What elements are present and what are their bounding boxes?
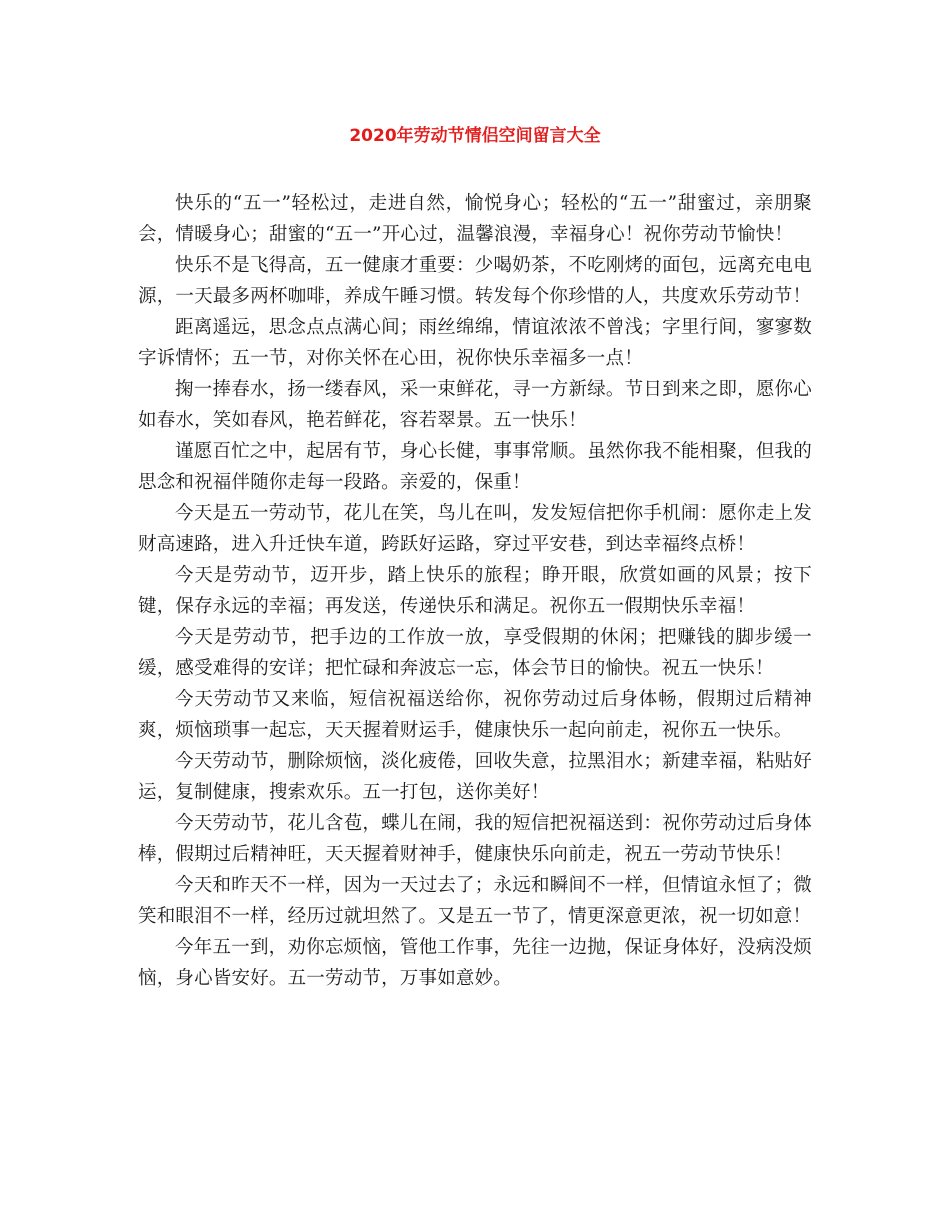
paragraph: 今天劳动节，删除烦恼，淡化疲倦，回收失意，拉黑泪水；新建幸福，粘贴好运，复制健康，搜索欢乐。五一打包，送你美好！ [138,751,812,803]
paragraph: 谨愿百忙之中，起居有节，身心长健，事事常顺。虽然你我不能相聚，但我的思念和祝福伴随你走每一段路。亲爱的，保重！ [138,441,812,493]
document-body [138,188,812,994]
paragraph: 今天劳动节又来临，短信祝福送给你，祝你劳动过后身体畅，假期过后精神爽，烦恼琐事一起忘，天天握着财运手，健康快乐一起向前走，祝你五一快乐。 [138,689,812,741]
paragraph: 快乐的“五一”轻松过，走进自然，愉悦身心；轻松的“五一”甜蜜过，亲朋聚会，情暖身心；甜蜜的“五一”开心过，温馨浪漫，幸福身心！祝你劳动节愉快！ [138,193,812,245]
paragraph: 今年五一到，劝你忘烦恼，管他工作事，先往一边抛，保证身体好，没病没烦恼，身心皆安好。五一劳动节，万事如意妙。 [138,937,812,989]
paragraph: 今天和昨天不一样，因为一天过去了；永远和瞬间不一样，但情谊永恒了；微笑和眼泪不一样，经历过就坦然了。又是五一节了，情更深意更浓，祝一切如意！ [138,875,812,927]
paragraph: 今天劳动节，花儿含苞，蝶儿在闹，我的短信把祝福送到：祝你劳动过后身体棒，假期过后精神旺，天天握着财神手，健康快乐向前走，祝五一劳动节快乐！ [138,813,812,865]
document-title: 2020年劳动节情侣空间留言大全 [349,126,601,146]
paragraph: 距离遥远，思念点点满心间；雨丝绵绵，情谊浓浓不曾浅；字里行间，寥寥数字诉情怀；五一节，对你关怀在心田，祝你快乐幸福多一点！ [138,317,812,369]
paragraph: 快乐不是飞得高，五一健康才重要：少喝奶茶，不吃刚烤的面包，远离充电电源，一天最多两杯咖啡，养成午睡习惯。转发每个你珍惜的人，共度欢乐劳动节！ [138,255,812,307]
paragraph: 掬一捧春水，扬一缕春风，采一束鲜花，寻一方新绿。节日到来之即，愿你心如春水，笑如春风，艳若鲜花，容若翠景。五一快乐！ [138,379,812,431]
paragraph: 今天是劳动节，把手边的工作放一放，享受假期的休闲；把赚钱的脚步缓一缓，感受难得的安详；把忙碌和奔波忘一忘，体会节日的愉快。祝五一快乐！ [138,627,812,679]
paragraph: 今天是劳动节，迈开步，踏上快乐的旅程；睁开眼，欣赏如画的风景；按下键，保存永远的幸福；再发送，传递快乐和满足。祝你五一假期快乐幸福！ [138,565,812,617]
paragraph: 今天是五一劳动节，花儿在笑，鸟儿在叫，发发短信把你手机闹：愿你走上发财高速路，进入升迁快车道，跨跃好运路，穿过平安巷，到达幸福终点桥！ [138,503,812,555]
